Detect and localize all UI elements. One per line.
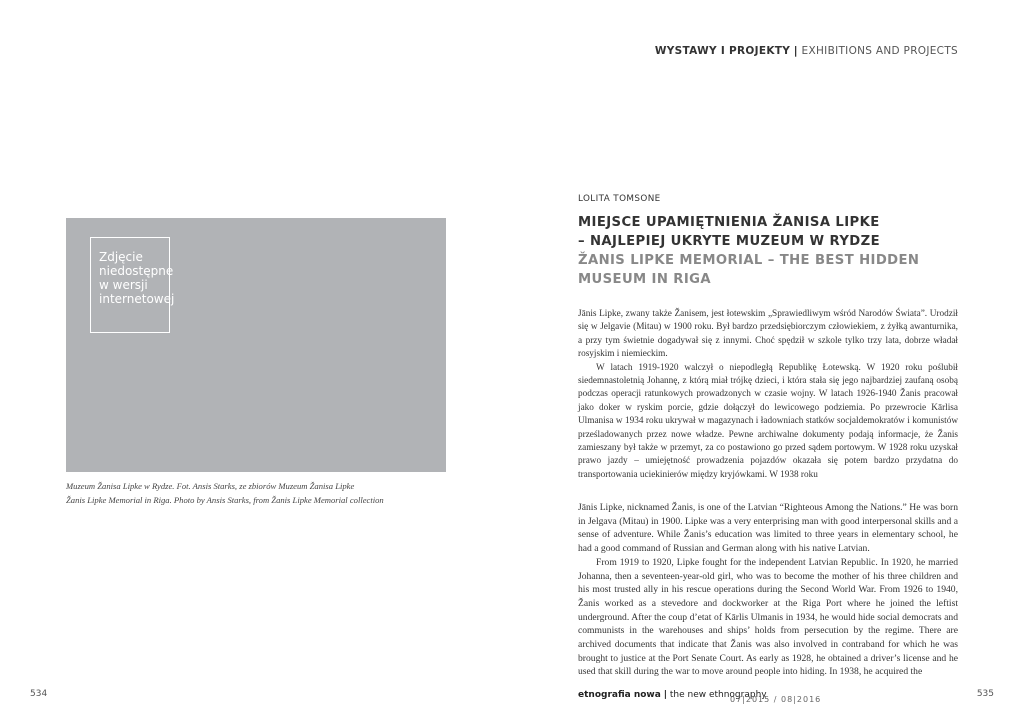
photo-unavailable-note: Zdjęcie niedostępne w wersji internetowej <box>90 237 170 333</box>
page-number-right: 535 <box>976 689 994 699</box>
paragraph-english-1: Jānis Lipke, nicknamed Žanis, is one of the Latvian “Righteous Among the Nations.” He was born in Jelgava (Mitau) in 1900. Lipke was a very enterprising man with good interpersonal skills and a sense of adventure. While Žanis’s education was limited to three years in elementary school, he had a good command of Russian and German along with his native Latvian. <box>578 502 958 555</box>
section-header <box>655 45 958 57</box>
title-english-line-1: ŽANIS LIPKE MEMORIAL – THE BEST HIDDEN <box>578 253 920 268</box>
article-author: LOLITA TOMSONE <box>578 194 661 204</box>
section-header-polish: WYSTAWY I PROJEKTY <box>654 45 791 57</box>
page-number-left: 534 <box>30 689 48 699</box>
issue-number: 07|2015 / 08|2016 <box>730 695 822 704</box>
caption-polish: Muzeum Žanisa Lipke w Rydze. Fot. Ansis Starks, ze zbiorów Muzeum Žanisa Lipke <box>66 481 355 491</box>
caption-english: Žanis Lipke Memorial in Riga. Photo by Ansis Starks, from Žanis Lipke Memorial collection <box>66 495 384 505</box>
journal-name-separator: | <box>663 690 667 700</box>
paragraph-english-2: From 1919 to 1920, Lipke fought for the independent Latvian Republic. In 1920, he married Johanna, then a seventeen-year-old girl, who was to become the mother of his three children and his most trusted ally in his rescue operations during the Second World War. From 1926 to 1940, Žanis worked as a stevedore and dockworker at the Riga Port where he joined the leftist underground. After the coup d’etat of Kārlis Ulmanis in 1934, he would hide social democrats and communists in the warehouses and ships’ holds from persecution by the regime. There are archived documents that indicate that Žanis was also involved in contraband for which he was brought to justice at the Port Senate Court. As early as 1928, he obtained a driver’s license and he used that skill during the war to move around people into hiding. In 1938, he acquired the <box>578 556 958 678</box>
section-header-separator: | <box>793 45 798 57</box>
paragraph-polish-1: Jānis Lipke, zwany także Žanisem, jest łotewskim „Sprawiedliwym wśród Narodów Świata”. Urodził się w Jelgavie (Mitau) w 1900 roku. Był bardzo przedsiębiorczym człowiekiem, z żyłką awanturnika, a przy tym świetnie dogadywał się z innymi. Choć spędził w szkole tylko trzy lata, dobrze władał rosyjskim i niemieckim. <box>578 309 958 360</box>
journal-name-english: the new ethnography <box>669 690 767 700</box>
article-title <box>578 213 958 289</box>
paragraph-polish-2: W latach 1919-1920 walczył o niepodległą Republikę Łotewską. W 1920 roku poślubił siedemnastoletnią Johannę, z którą miał trójkę dzieci, i która stała się jego najbardziej zaufaną osobą podczas operacji ratunkowych prowadzonych w czasie wojny. W latach 1926-1940 Žanis pracował jako doker w ryskim porcie, gdzie dołączył do lewicowego podziemia. Po przewrocie Kārlisa Ulmanisa w 1934 roku ukrywał w magazynach i ładowniach statków socjaldemokratów i komunistów prześladowanych przez nowe władze. Pewne archiwalne dokumenty podają informacje, że Žanis zamieszany był także w przemyt, za co postawiono go przed sądem portowym. W 1928 roku uzyskał prawo jazdy – umiejętność prowadzenia pojazdów okazała się potem bardzo przydatna do transportowania uciekinierów między kryjówkami. W 1938 roku <box>578 362 958 480</box>
photo-caption <box>66 479 446 507</box>
section-header-english: EXHIBITIONS AND PROJECTS <box>801 45 958 57</box>
title-polish-line-1: MIEJSCE UPAMIĘTNIENIA ŽANISA LIPKE <box>578 215 880 230</box>
article-body-english <box>578 501 958 679</box>
journal-name-polish: etnografia nowa <box>578 690 661 700</box>
article-body-polish <box>578 308 958 482</box>
title-english-line-2: MUSEUM IN RIGA <box>578 272 711 287</box>
photo-placeholder <box>66 218 446 472</box>
title-polish-line-2: – NAJLEPIEJ UKRYTE MUZEUM W RYDZE <box>578 234 880 249</box>
